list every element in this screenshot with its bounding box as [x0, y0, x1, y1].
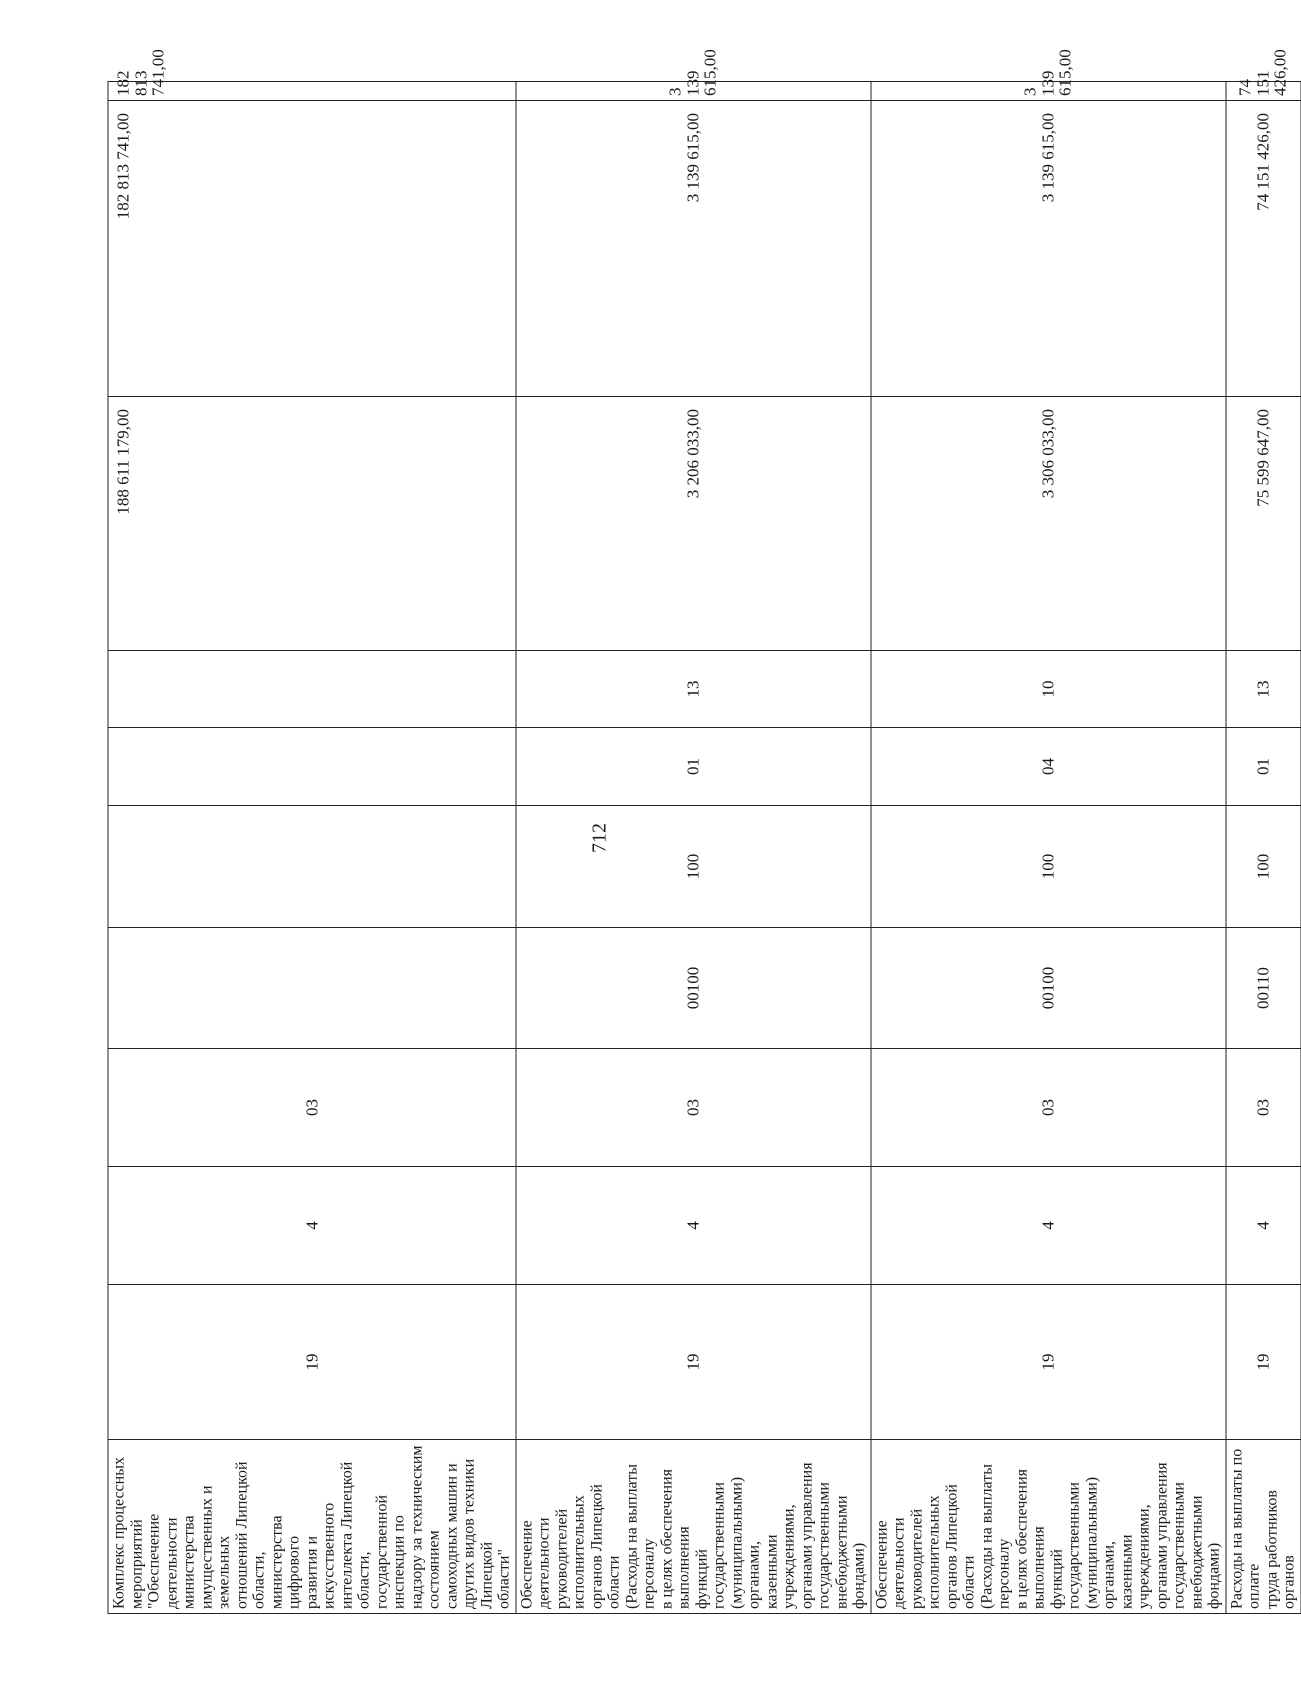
section-code: 03 [871, 1049, 1226, 1167]
grbs-code: 19 [1226, 1285, 1301, 1440]
subdivision-code [108, 651, 516, 728]
direction-code [108, 928, 516, 1049]
row-name: Обеспечение деятельности руководителей исполнительных органов Липецкой области (Расходы на выплаты персоналу в целях обеспечения выполнения функций государственными (муниципальными) органами, казенными учреждениями, органами управления государственными внебюджетными фондами) [871, 1440, 1226, 1614]
subdivision-code: 13 [1226, 651, 1301, 728]
budget-table [108, 49, 1301, 1614]
sum-year-2: 182 813 741,00 [108, 101, 516, 397]
subprogram-code: 4 [1226, 1167, 1301, 1285]
sum-year-2: 3 139 615,00 [871, 101, 1226, 397]
direction-code: 00110 [1226, 928, 1301, 1049]
direction-code: 00100 [871, 928, 1226, 1049]
division-code: 01 [516, 728, 871, 806]
subprogram-code: 4 [516, 1167, 871, 1285]
section-code: 03 [1226, 1049, 1301, 1167]
table-row [108, 82, 516, 1614]
division-code: 01 [1226, 728, 1301, 806]
sum-year-1: 75 599 647,00 [1226, 397, 1301, 651]
table-row [516, 82, 871, 1614]
division-code [108, 728, 516, 806]
sum-year-1: 3 306 033,00 [871, 397, 1226, 651]
row-name: Обеспечение деятельности руководителей исполнительных органов Липецкой области (Расходы на выплаты персоналу в целях обеспечения выполнения функций государственными (муниципальными) органами, казенными учреждениями, органами управления государственными внебюджетными фондами) [516, 1440, 871, 1614]
grbs-code: 19 [516, 1285, 871, 1440]
division-code: 04 [871, 728, 1226, 806]
expense-type-code: 100 [1226, 806, 1301, 928]
sum-year-1: 3 206 033,00 [516, 397, 871, 651]
table-row [1226, 82, 1301, 1614]
sum-year-3: 74 151 426,00 [1226, 82, 1301, 101]
sum-year-3: 3 139 615,00 [871, 82, 1226, 101]
sum-year-3: 182 813 741,00 [108, 82, 516, 101]
sum-year-2: 74 151 426,00 [1226, 101, 1301, 397]
subdivision-code: 10 [871, 651, 1226, 728]
expense-type-code: 100 [871, 806, 1226, 928]
sum-year-2: 3 139 615,00 [516, 101, 871, 397]
sum-year-3: 3 139 615,00 [516, 82, 871, 101]
direction-code: 00100 [516, 928, 871, 1049]
subprogram-code: 4 [108, 1167, 516, 1285]
row-name: Расходы на выплаты по оплате труда работников органов [1226, 1440, 1301, 1614]
grbs-code: 19 [871, 1285, 1226, 1440]
expense-type-code [108, 806, 516, 928]
table-row [871, 82, 1226, 1614]
rotated-table-wrapper [108, 49, 1298, 1614]
sum-year-1: 188 611 179,00 [108, 397, 516, 651]
subprogram-code: 4 [871, 1167, 1226, 1285]
subdivision-code: 13 [516, 651, 871, 728]
page-number: 712 [588, 823, 611, 853]
expense-type-code: 100 [516, 806, 871, 928]
section-code: 03 [108, 1049, 516, 1167]
section-code: 03 [516, 1049, 871, 1167]
row-name: Комплекс процессных мероприятий "Обеспечение деятельности министерства имущественных и земельных отношений Липецкой области, министерства цифрового развития и искусственного интеллекта Липецкой области, государственной инспекции по надзору за техническим состоянием самоходных машин и других видов техники Липецкой области" [108, 1440, 516, 1614]
grbs-code: 19 [108, 1285, 516, 1440]
